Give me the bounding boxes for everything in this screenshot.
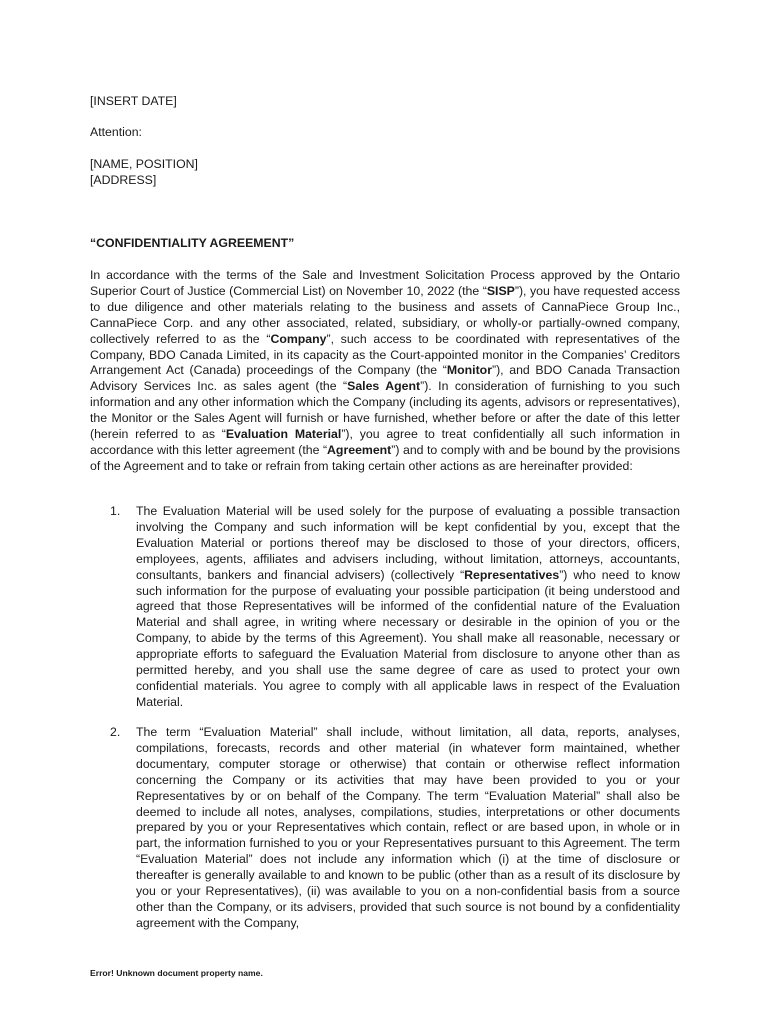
- defined-term-sales-agent: Sales Agent: [347, 379, 421, 394]
- intro-paragraph: [90, 268, 680, 475]
- attention-label: Attention:: [90, 125, 142, 139]
- defined-term-sisp: SISP: [486, 283, 515, 298]
- intro-text: In accordance with the terms of the Sale and Investment Solicitation Process approved by the Ontario Superior Court of Justice (Commercial List) on November 10, 2022 (the “: [90, 268, 680, 298]
- page-footer: Error! Unknown document property name.: [90, 968, 263, 978]
- intro-text: ”) and to comply with and be bound by the provisions of the Agreement and to take or refrain from taking certain other actions as are hereinafter provided:: [90, 442, 680, 473]
- item-text: ”) who need to know such information for the purpose of evaluating your possible participation (it being understood and agreed that those Representatives will be informed of the confidential nature of the Evaluation Material and shall agree, in writing where necessary or desirable in the opinion of you or the Company, to abide by the terms of this Agreement). You shall make all reasonable, necessary or appropriate efforts to safeguard the Evaluation Material from disclosure to anyone other than as permitted hereby, and you shall use the same degree of care as used to protect your own confidential materials. You agree to comply with all applicable laws in respect of the Evaluation Material.: [136, 567, 681, 709]
- defined-term-evaluation-material: Evaluation Material: [225, 427, 342, 442]
- defined-term-company: Company: [270, 331, 327, 346]
- defined-term-agreement: Agreement: [327, 442, 392, 457]
- intro-text: ”), you agree to treat confidentially all such information in accordance with this letter agreement (the “: [90, 427, 680, 457]
- list-number: 2.: [110, 725, 121, 739]
- list-item-text: The term “Evaluation Material” shall include, without limitation, all data, reports, analyses, compilations, forecasts, records and other material (in whatever form maintained, whether documentary, computer storage or otherwise) that contain or otherwise reflect information concerning the Company or its activities that may have been provided to you or your Representatives by or on behalf of the Company. The term “Evaluation Material” shall also be deemed to include all notes, analyses, compilations, studies, interpretations or other documents prepared by you or your Representatives which contain, reflect or are based upon, in whole or in part, the information furnished to you or your Representatives pursuant to this Agreement. The term “Evaluation Material” does not include any information which (i) at the time of disclosure or thereafter is generally available to and known to be public (other than as a result of its disclosure by you or your Representatives), (ii) was available to you on a non-confidential basis from a source other than the Company, or its advisers, provided that such source is not bound by a confidentiality agreement with the Company,: [136, 725, 680, 930]
- intro-text: ”), and BDO Canada Transaction Advisory Services Inc. as sales agent (the “: [90, 363, 680, 394]
- intro-text: ”), you have requested access to due diligence and other materials relating to the business and assets of CannaPiece Group Inc., CannaPiece Corp. and any other associated, related, subsidiary, or wholly-or partially-owned company, collectively referred to as the “: [90, 283, 680, 346]
- insert-date: [INSERT DATE]: [90, 94, 177, 108]
- intro-text: ”). In consideration of furnishing to you such information and any other information which the Company (including its agents, advisors or representatives), the Monitor or the Sales Agent will furnish or have furnished, whether before or after the date of this letter (herein referred to as “: [90, 379, 680, 442]
- agreement-title: “CONFIDENTIALITY AGREEMENT”: [90, 236, 295, 250]
- name-position: [NAME, POSITION]: [90, 157, 198, 171]
- intro-text: ”, such access to be coordinated with representatives of the Company, BDO Canada Limited, in its capacity as the Court-appointed monitor in the Companies’ Creditors Arrangement Act (Canada) proceedings of the Company (the “: [90, 331, 680, 378]
- address: [ADDRESS]: [90, 173, 157, 187]
- defined-term-representatives: Representatives: [464, 567, 560, 582]
- item-text: The Evaluation Material will be used solely for the purpose of evaluating a possible transaction involving the Company and such information will be kept confidential by you, except that the Evaluation Material or portions thereof may be disclosed to those of your directors, officers, employees, agents, affiliates and advisers including, without limitation, attorneys, accountants, consultants, bankers and financial advisers) (collectively “: [136, 504, 680, 582]
- defined-term-monitor: Monitor: [446, 363, 492, 378]
- list-number: 1.: [110, 504, 121, 518]
- list-item-text: [136, 504, 680, 711]
